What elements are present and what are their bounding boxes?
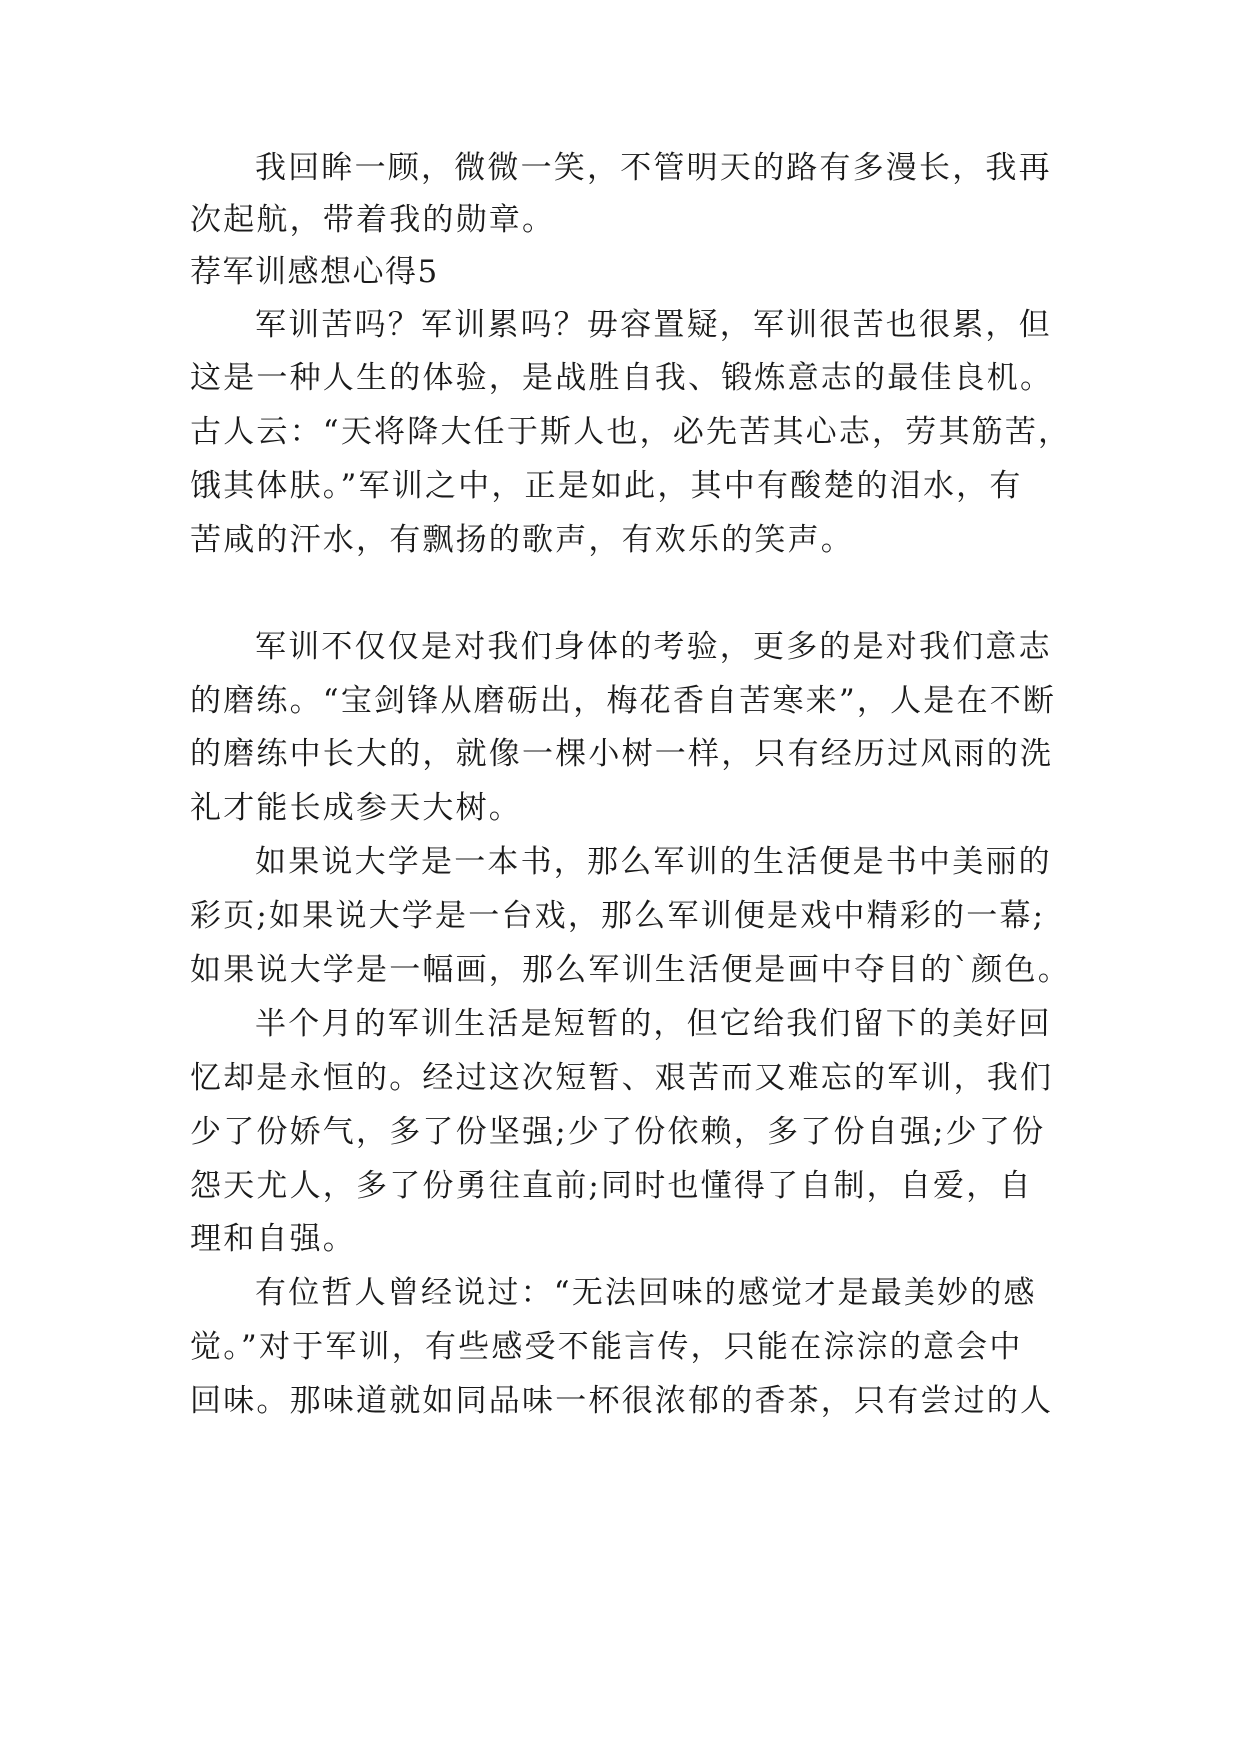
text-line: 军训不仅仅是对我们身体的考验，更多的是对我们意志 (255, 629, 1052, 665)
section-heading: 荐军训感想心得5 (190, 254, 439, 290)
text-line: 军训苦吗？军训累吗？毋容置疑，军训很苦也很累，但 (255, 307, 1052, 343)
text-line: 我回眸一顾，微微一笑，不管明天的路有多漫长，我再 (255, 150, 1052, 186)
text-line: 的磨练中长大的，就像一棵小树一样，只有经历过风雨的洗 (190, 736, 1054, 772)
text-line: 理和自强。 (190, 1221, 356, 1257)
text-line: 觉。”对于军训，有些感受不能言传，只能在淙淙的意会中 (190, 1329, 1023, 1365)
text-line: 半个月的军训生活是短暂的，但它给我们留下的美好回 (255, 1006, 1052, 1042)
text-line: 饿其体肤。”军训之中，正是如此，其中有酸楚的泪水，有 (190, 468, 1023, 504)
text-line: 如果说大学是一本书，那么军训的生活便是书中美丽的 (255, 844, 1052, 880)
text-line: 彩页;如果说大学是一台戏，那么军训便是戏中精彩的一幕; (190, 898, 1046, 934)
text-line: 礼才能长成参天大树。 (190, 790, 522, 826)
text-line: 的磨练。“宝剑锋从磨砺出，梅花香自苦寒来”，人是在不断 (190, 683, 1057, 719)
text-line: 如果说大学是一幅画，那么军训生活便是画中夺目的`颜色。 (190, 952, 1071, 988)
text-line: 少了份娇气，多了份坚强;少了份依赖，多了份自强;少了份 (190, 1114, 1046, 1150)
text-line: 忆却是永恒的。经过这次短暂、艰苦而又难忘的军训，我们 (190, 1060, 1054, 1096)
text-line: 有位哲人曾经说过：“无法回味的感觉才是最美妙的感 (255, 1275, 1037, 1311)
text-line: 古人云：“天将降大任于斯人也，必先苦其心志，劳其筋苦， (190, 414, 1072, 450)
text-line: 回味。那味道就如同品味一杯很浓郁的香茶，只有尝过的人 (190, 1383, 1054, 1419)
text-line: 次起航，带着我的勋章。 (190, 202, 556, 238)
text-line: 怨天尤人，多了份勇往直前;同时也懂得了自制，自爱，自 (190, 1168, 1033, 1204)
text-line: 苦咸的汗水，有飘扬的歌声，有欢乐的笑声。 (190, 522, 854, 558)
text-line: 这是一种人生的体验，是战胜自我、锻炼意志的最佳良机。 (190, 360, 1054, 396)
